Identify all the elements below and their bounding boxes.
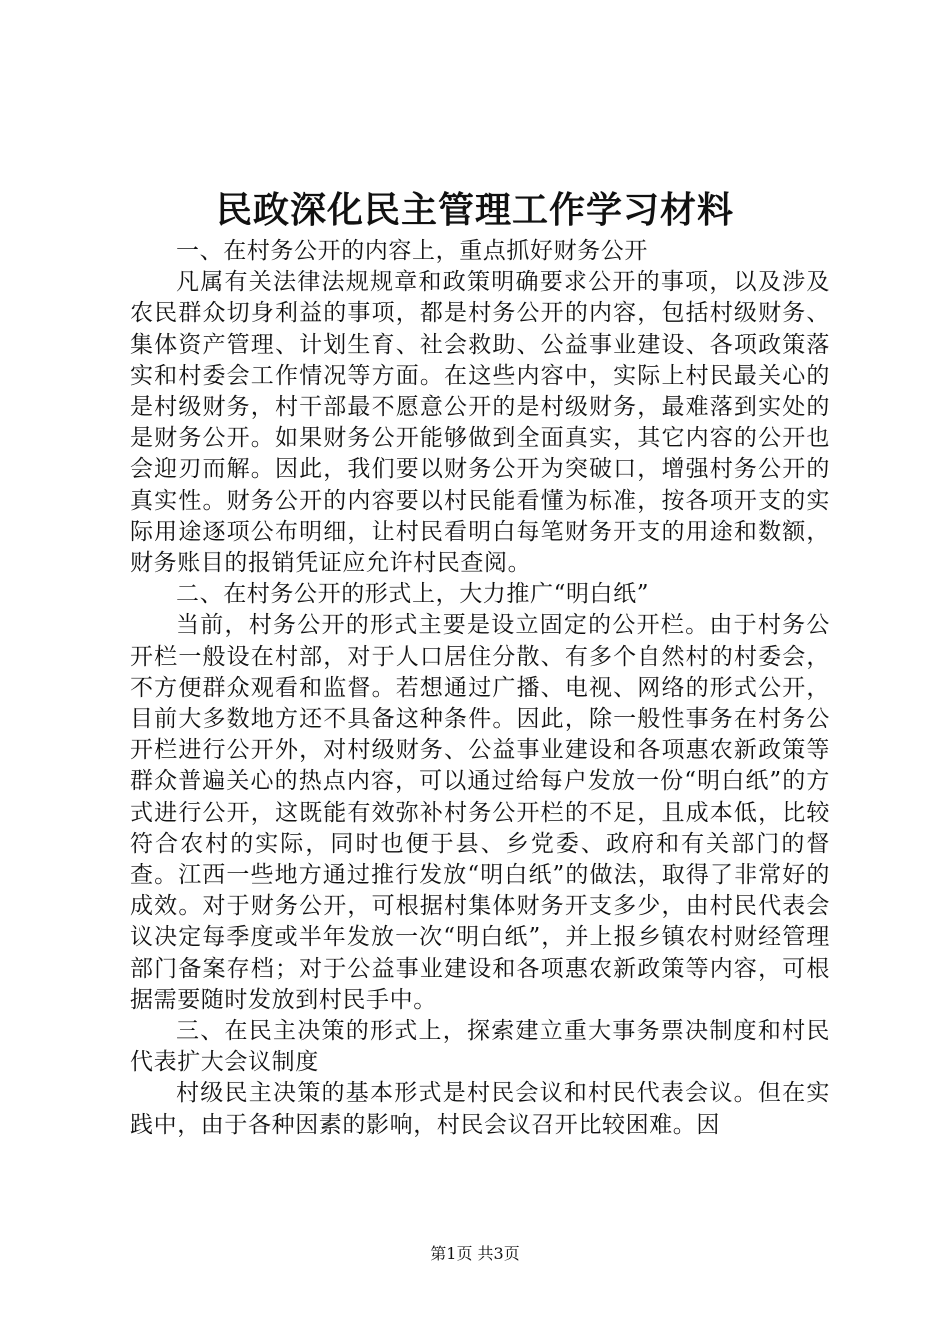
document-body xyxy=(130,236,830,1141)
body-paragraph-1: 凡属有关法律法规规章和政策明确要求公开的事项，以及涉及农民群众切身利益的事项，都是村务公开的内容，包括村级财务、集体资产管理、计划生育、社会救助、公益事业建设、各项政策落实和村委会工作情况等方面。在这些内容中，实际上村民最关心的是村级财务，村干部最不愿意公开的是村级财务，最难落到实处的是财务公开。如果财务公开能够做到全面真实，其它内容的公开也会迎刃而解。因此，我们要以财务公开为突破口，增强村务公开的真实性。财务公开的内容要以村民能看懂为标准，按各项开支的实际用途逐项公布明细，让村民看明白每笔财务开支的用途和数额，财务账目的报销凭证应允许村民查阅。 xyxy=(130,269,830,577)
page-number-footer: 第1页 共3页 xyxy=(430,1244,520,1263)
section-heading-2: 二、在村务公开的形式上，大力推广“明白纸” xyxy=(176,581,650,608)
section-heading-1: 一、在村务公开的内容上，重点抓好财务公开 xyxy=(176,238,648,264)
body-paragraph-2: 当前，村务公开的形式主要是设立固定的公开栏。由于村务公开栏一般设在村部，对于人口居住分散、有多个自然村的村委会，不方便群众观看和监督。若想通过广播、电视、网络的形式公开，目前大多数地方还不具备这种条件。因此，除一般性事务在村务公开栏进行公开外，对村级财务、公益事业建设和各项惠农新政策等群众普遍关心的热点内容，可以通过给每户发放一份“明白纸”的方式进行公开，这既能有效弥补村务公开栏的不足，且成本低，比较符合农村的实际，同时也便于县、乡党委、政府和有关部门的督查。江西一些地方通过推行发放“明白纸”的做法，取得了非常好的成效。对于财务公开，可根据村集体财务开支多少，由村民代表会议决定每季度或半年发放一次“明白纸”，并上报乡镇农村财经管理部门备案存档；对于公益事业建设和各项惠农新政策等内容，可根据需要随时发放到村民手中。 xyxy=(130,612,830,1013)
document-title: 民政深化民主管理工作学习材料 xyxy=(215,189,734,231)
body-paragraph-3: 村级民主决策的基本形式是村民会议和村民代表会议。但在实践中，由于各种因素的影响，村民会议召开比较困难。因 xyxy=(130,1080,830,1138)
section-heading-3: 三、在民主决策的形式上，探索建立重大事务票决制度和村民代表扩大会议制度 xyxy=(130,1018,830,1076)
